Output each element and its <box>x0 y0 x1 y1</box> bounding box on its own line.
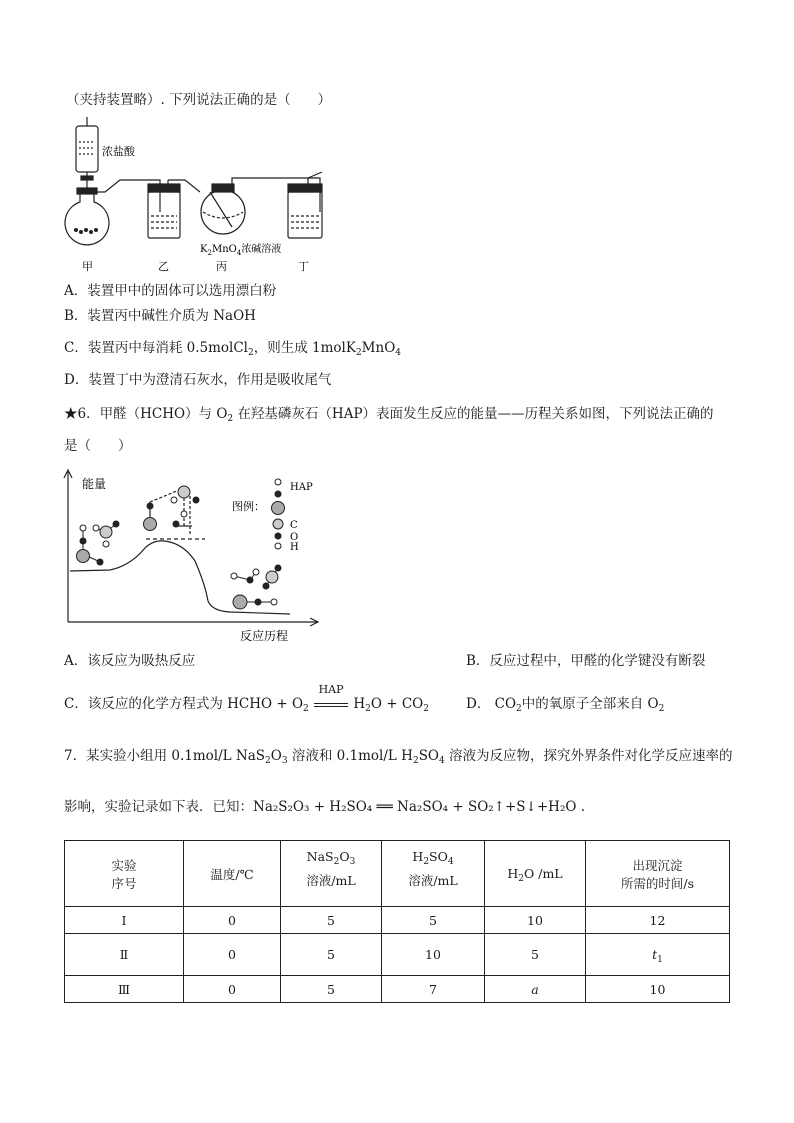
label-ding: 丁 <box>298 260 309 272</box>
q7-stem: 7．某实验小组用 0.1mol/L $NaS_2O_3$ 溶液和 0.1mol/L $H_2SO_4$ 溶液为反应物，探究外界条件对化学反应速率的 <box>64 748 733 766</box>
q5-stem: （夹持装置略）. 下列说法正确的是（ ） <box>66 92 332 108</box>
header-water: $H_2O$ /mL <box>485 841 586 907</box>
label-yi: 乙 <box>158 260 169 272</box>
q6-stem: ★6．甲醛（HCHO）与 $O_2$ 在羟基磷灰石（HAP）表面发生反应的能量——历程关系如图，下列说法正确的 <box>64 406 714 424</box>
q5-option-b: B．装置丙中碱性介质为 NaOH <box>64 308 256 324</box>
q6-stem-line2: 是（ ） <box>64 438 132 454</box>
experiment-table <box>64 840 730 1003</box>
table-header-row <box>65 841 730 907</box>
legend-c: C <box>290 520 298 531</box>
cell-h: 7 <box>382 976 485 1003</box>
cell-time: 10 <box>586 976 730 1003</box>
cell-seq: Ⅲ <box>65 976 184 1003</box>
cell-seq: Ⅱ <box>65 934 184 976</box>
energy-ylabel: 能量 <box>82 477 107 491</box>
legend-o: O <box>290 532 299 543</box>
q5-option-d: D．装置丁中为澄清石灰水，作用是吸收尾气 <box>64 372 332 388</box>
label-hcl: 浓盐酸 <box>102 145 135 158</box>
cell-time: 12 <box>586 907 730 934</box>
cell-h: 10 <box>382 934 485 976</box>
header-h2so4: $H_2SO_4$ 溶液/mL <box>382 841 485 907</box>
label-k2mno4: $K_2MnO_4$浓碱溶液 <box>200 244 282 257</box>
q7-stem-line2: 影响，实验记录如下表．已知：Na₂S₂O₃ + H₂SO₄ ══ Na₂SO₄ + SO₂↑+S↓+H₂O . <box>64 799 586 815</box>
energy-xlabel: 反应历程 <box>240 629 289 643</box>
table-row <box>65 907 730 934</box>
table-row <box>65 934 730 976</box>
cell-h: 5 <box>382 907 485 934</box>
cell-seq: Ⅰ <box>65 907 184 934</box>
header-na2s2o3: $NaS_2O_3$ 溶液/mL <box>281 841 382 907</box>
legend-h: H <box>290 542 299 553</box>
cell-time: $t_1$ <box>586 934 730 976</box>
label-bing: 丙 <box>216 260 227 272</box>
q6-option-d: D． $CO_2$中的氧原子全部来自 $O_2$ <box>466 696 665 714</box>
cell-na: 5 <box>281 907 382 934</box>
legend-hap: HAP <box>290 482 313 493</box>
label-jia: 甲 <box>82 260 93 272</box>
cell-na: 5 <box>281 934 382 976</box>
q5-option-a: A．装置甲中的固体可以选用漂白粉 <box>64 283 277 299</box>
header-temp: 温度/℃ <box>184 841 281 907</box>
q6-option-b: B．反应过程中，甲醛的化学键没有断裂 <box>466 653 706 669</box>
header-seq: 实验 序号 <box>65 841 184 907</box>
cell-water: 10 <box>485 907 586 934</box>
apparatus-diagram <box>60 112 360 272</box>
legend-title: 图例： <box>232 500 265 513</box>
cell-temp: 0 <box>184 934 281 976</box>
q5-option-c: C．装置丙中每消耗 0.5molCl$_2$，则生成 1molK$_2$MnO$_4$ <box>64 340 401 358</box>
cell-temp: 0 <box>184 976 281 1003</box>
q6-option-c: C．该反应的化学方程式为 HCHO + $O_2$ HAP $H_2O + CO_2$ <box>64 683 429 714</box>
cell-temp: 0 <box>184 907 281 934</box>
header-time: 出现沉淀 所需的时间/s <box>586 841 730 907</box>
q6-option-a: A．该反应为吸热反应 <box>64 653 196 669</box>
table-row <box>65 976 730 1003</box>
cell-water: a <box>485 976 586 1003</box>
cell-water: 5 <box>485 934 586 976</box>
cell-na: 5 <box>281 976 382 1003</box>
energy-diagram <box>60 466 330 646</box>
